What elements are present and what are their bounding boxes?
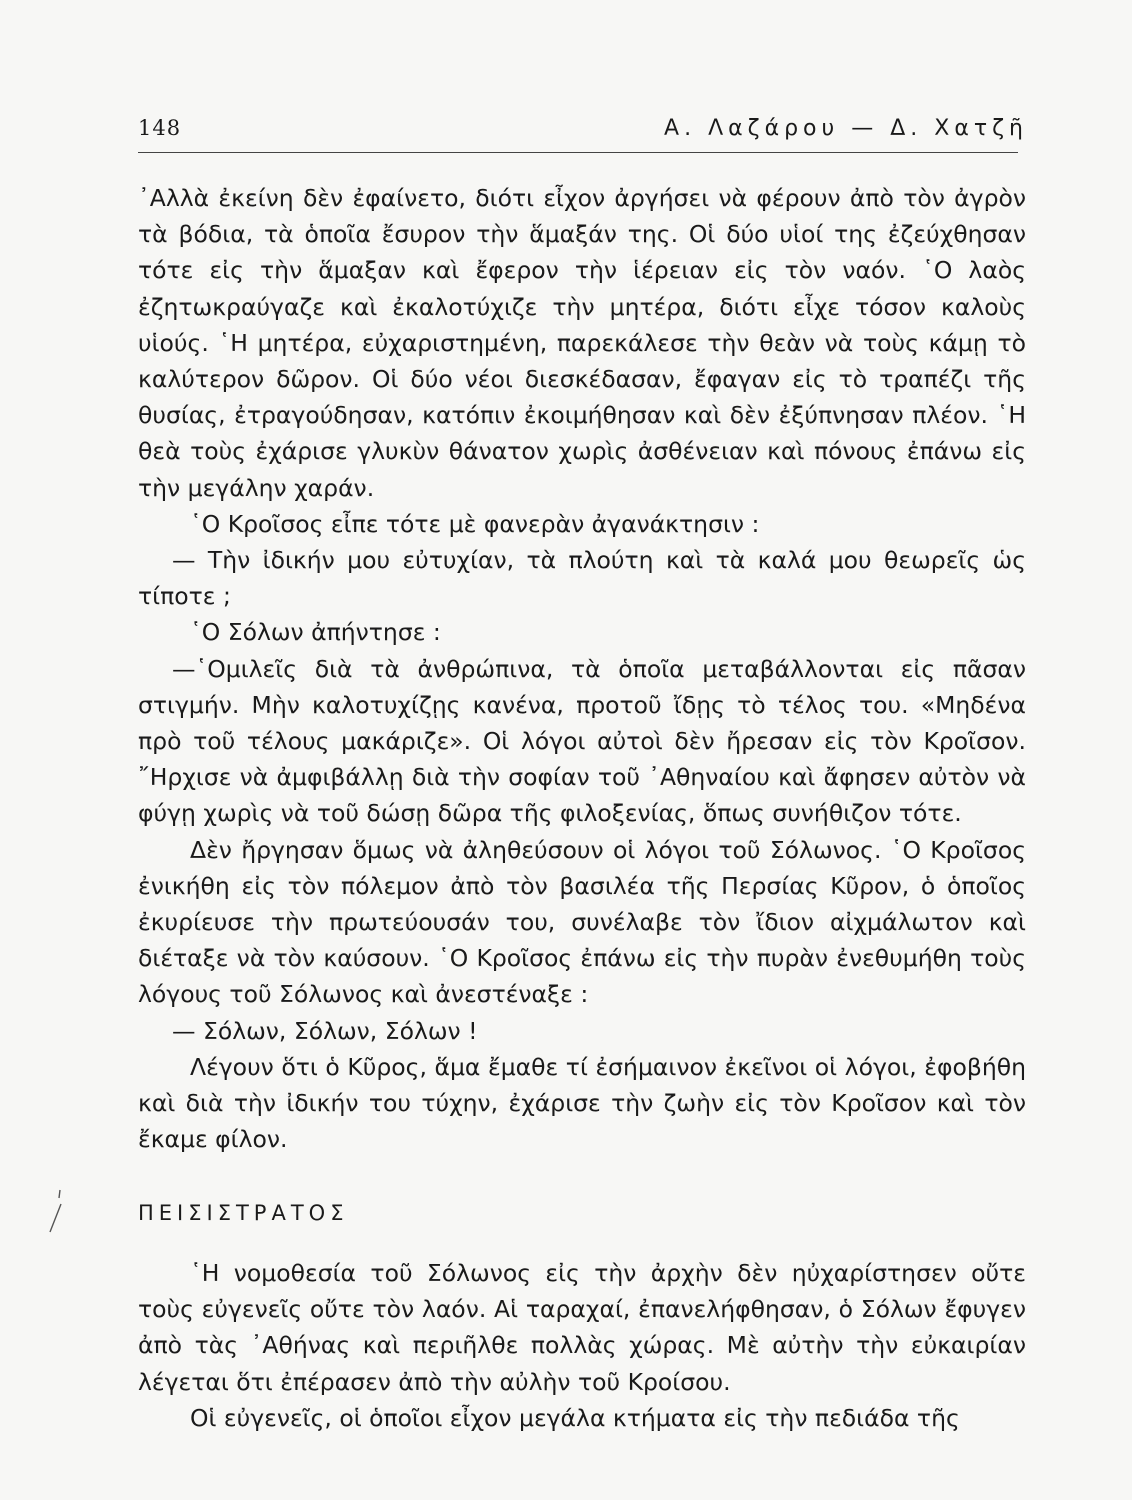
dialogue-line: — Σόλων, Σόλων, Σόλων ! — [172, 1016, 478, 1045]
header-rule — [138, 152, 1018, 153]
body-text — [138, 180, 1026, 1157]
paragraph: ῾Ο Κροῖσος εἶπε τότε μὲ φανερὰν ἀγανάκτησιν : — [190, 509, 760, 538]
paragraph: ῾Η νομοθεσία τοῦ Σόλωνος εἰς τὴν ἀρχὴν δὲν ηὐχαρίστησεν οὔτε τοὺς εὐγενεῖς οὔτε τὸν λαόν. Αἱ ταραχαί, ἐπανελήφθησαν, ὁ Σόλων ἔφυγεν ἀπὸ τὰς ᾿Αθήνας καὶ περιῆλθε πολλὰς χώρας. Μὲ αὐτὴν τὴν εὐκαιρίαν λέγεται ὅτι ἐπέρασεν ἀπὸ τὴν αὐλὴν τοῦ Κροίσου. — [138, 1259, 1026, 1396]
running-head: Α. Λαζάρου — Δ. Χατζῆ — [664, 116, 1028, 141]
paragraph: Δὲν ἤργησαν ὅμως νὰ ἀληθεύσουν οἱ λόγοι τοῦ Σόλωνος. ῾Ο Κροῖσος ἐνικήθη εἰς τὸν πόλεμον ἀπὸ τὸν βασιλέα τῆς Περσίας Κῦρον, ὁ ὁποῖος ἐκυρίευσε τὴν πρωτεύουσάν του, συνέλαβε τὸν ἴδιον αἰχμάλωτον καὶ διέταξε νὰ τὸν καύσουν. ῾Ο Κροῖσος ἐπάνω εἰς τὴν πυρὰν ἐνεθυμήθη τοὺς λόγους τοῦ Σόλωνος καὶ ἀνεστέναξε : — [138, 835, 1026, 1009]
margin-pencil-mark — [46, 1188, 66, 1234]
section-text — [138, 1255, 1026, 1436]
section-heading: ΠΕΙΣΙΣΤΡΑΤΟΣ — [138, 1201, 349, 1225]
paragraph: ᾿Αλλὰ ἐκείνη δὲν ἐφαίνετο, διότι εἶχον ἀργήσει νὰ φέρουν ἀπὸ τὸν ἀγρὸν τὰ βόδια, τὰ ὁποῖα ἔσυρον τὴν ἅμαξάν της. Οἱ δύο υἱοί της ἐζεύχθησαν τότε εἰς τὴν ἅμαξαν καὶ ἔφερον τὴν ἱέρειαν εἰς τὸν ναόν. ῾Ο λαὸς ἐζητωκραύγαζε καὶ ἐκαλοτύχιζε τὴν μητέρα, διότι εἶχε τόσον καλοὺς υἱούς. ῾Η μητέρα, εὐχαριστημένη, παρεκάλεσε τὴν θεὰν νὰ τοὺς κάμῃ τὸ καλύτερον δῶρον. Οἱ δύο νέοι διεσκέδασαν, ἔφαγαν εἰς τὸ τραπέζι τῆς θυσίας, ἐτραγούδησαν, κατόπιν ἐκοιμήθησαν καὶ δὲν ἐξύπνησαν πλέον. ῾Η θεὰ τοὺς ἐχάρισε γλυκὺν θάνατον χωρὶς ἀσθένειαν καὶ πόνους ἐπάνω εἰς τὴν μεγάλην χαράν. — [138, 184, 1026, 502]
page-number: 148 — [138, 116, 182, 140]
page-header — [138, 116, 1028, 148]
dialogue-line: —῾Ομιλεῖς διὰ τὰ ἀνθρώπινα, τὰ ὁποῖα μεταβάλλονται εἰς πᾶσαν στιγμήν. Μὴν καλοτυχίζῃς κανένα, προτοῦ ἴδῃς τὸ τέλος του. «Μηδένα πρὸ τοῦ τέλους μακάριζε». Οἱ λόγοι αὐτοὶ δὲν ἤρεσαν εἰς τὸν Κροῖσον. ῎Ηρχισε νὰ ἀμφιβάλλῃ διὰ τὴν σοφίαν τοῦ ᾿Αθηναίου καὶ ἄφησεν αὐτὸν νὰ φύγῃ χωρὶς νὰ τοῦ δώσῃ δῶρα τῆς φιλοξενίας, ὅπως συνήθιζον τότε. — [138, 654, 1026, 828]
paragraph: Λέγουν ὅτι ὁ Κῦρος, ἅμα ἔμαθε τί ἐσήμαινον ἐκεῖνοι οἱ λόγοι, ἐφοβήθη καὶ διὰ τὴν ἰδικήν του τύχην, ἐχάρισε τὴν ζωὴν εἰς τὸν Κροῖσον καὶ τὸν ἔκαμε φίλον. — [138, 1052, 1026, 1154]
paragraph: Οἱ εὐγενεῖς, οἱ ὁποῖοι εἶχον μεγάλα κτήματα εἰς τὴν πεδιάδα τῆς — [190, 1403, 960, 1432]
paragraph: ῾Ο Σόλων ἀπήντησε : — [190, 618, 441, 647]
dialogue-line: — Τὴν ἰδικήν μου εὐτυχίαν, τὰ πλούτη καὶ τὰ καλά μου θεωρεῖς ὡς τίποτε ; — [138, 546, 1026, 611]
